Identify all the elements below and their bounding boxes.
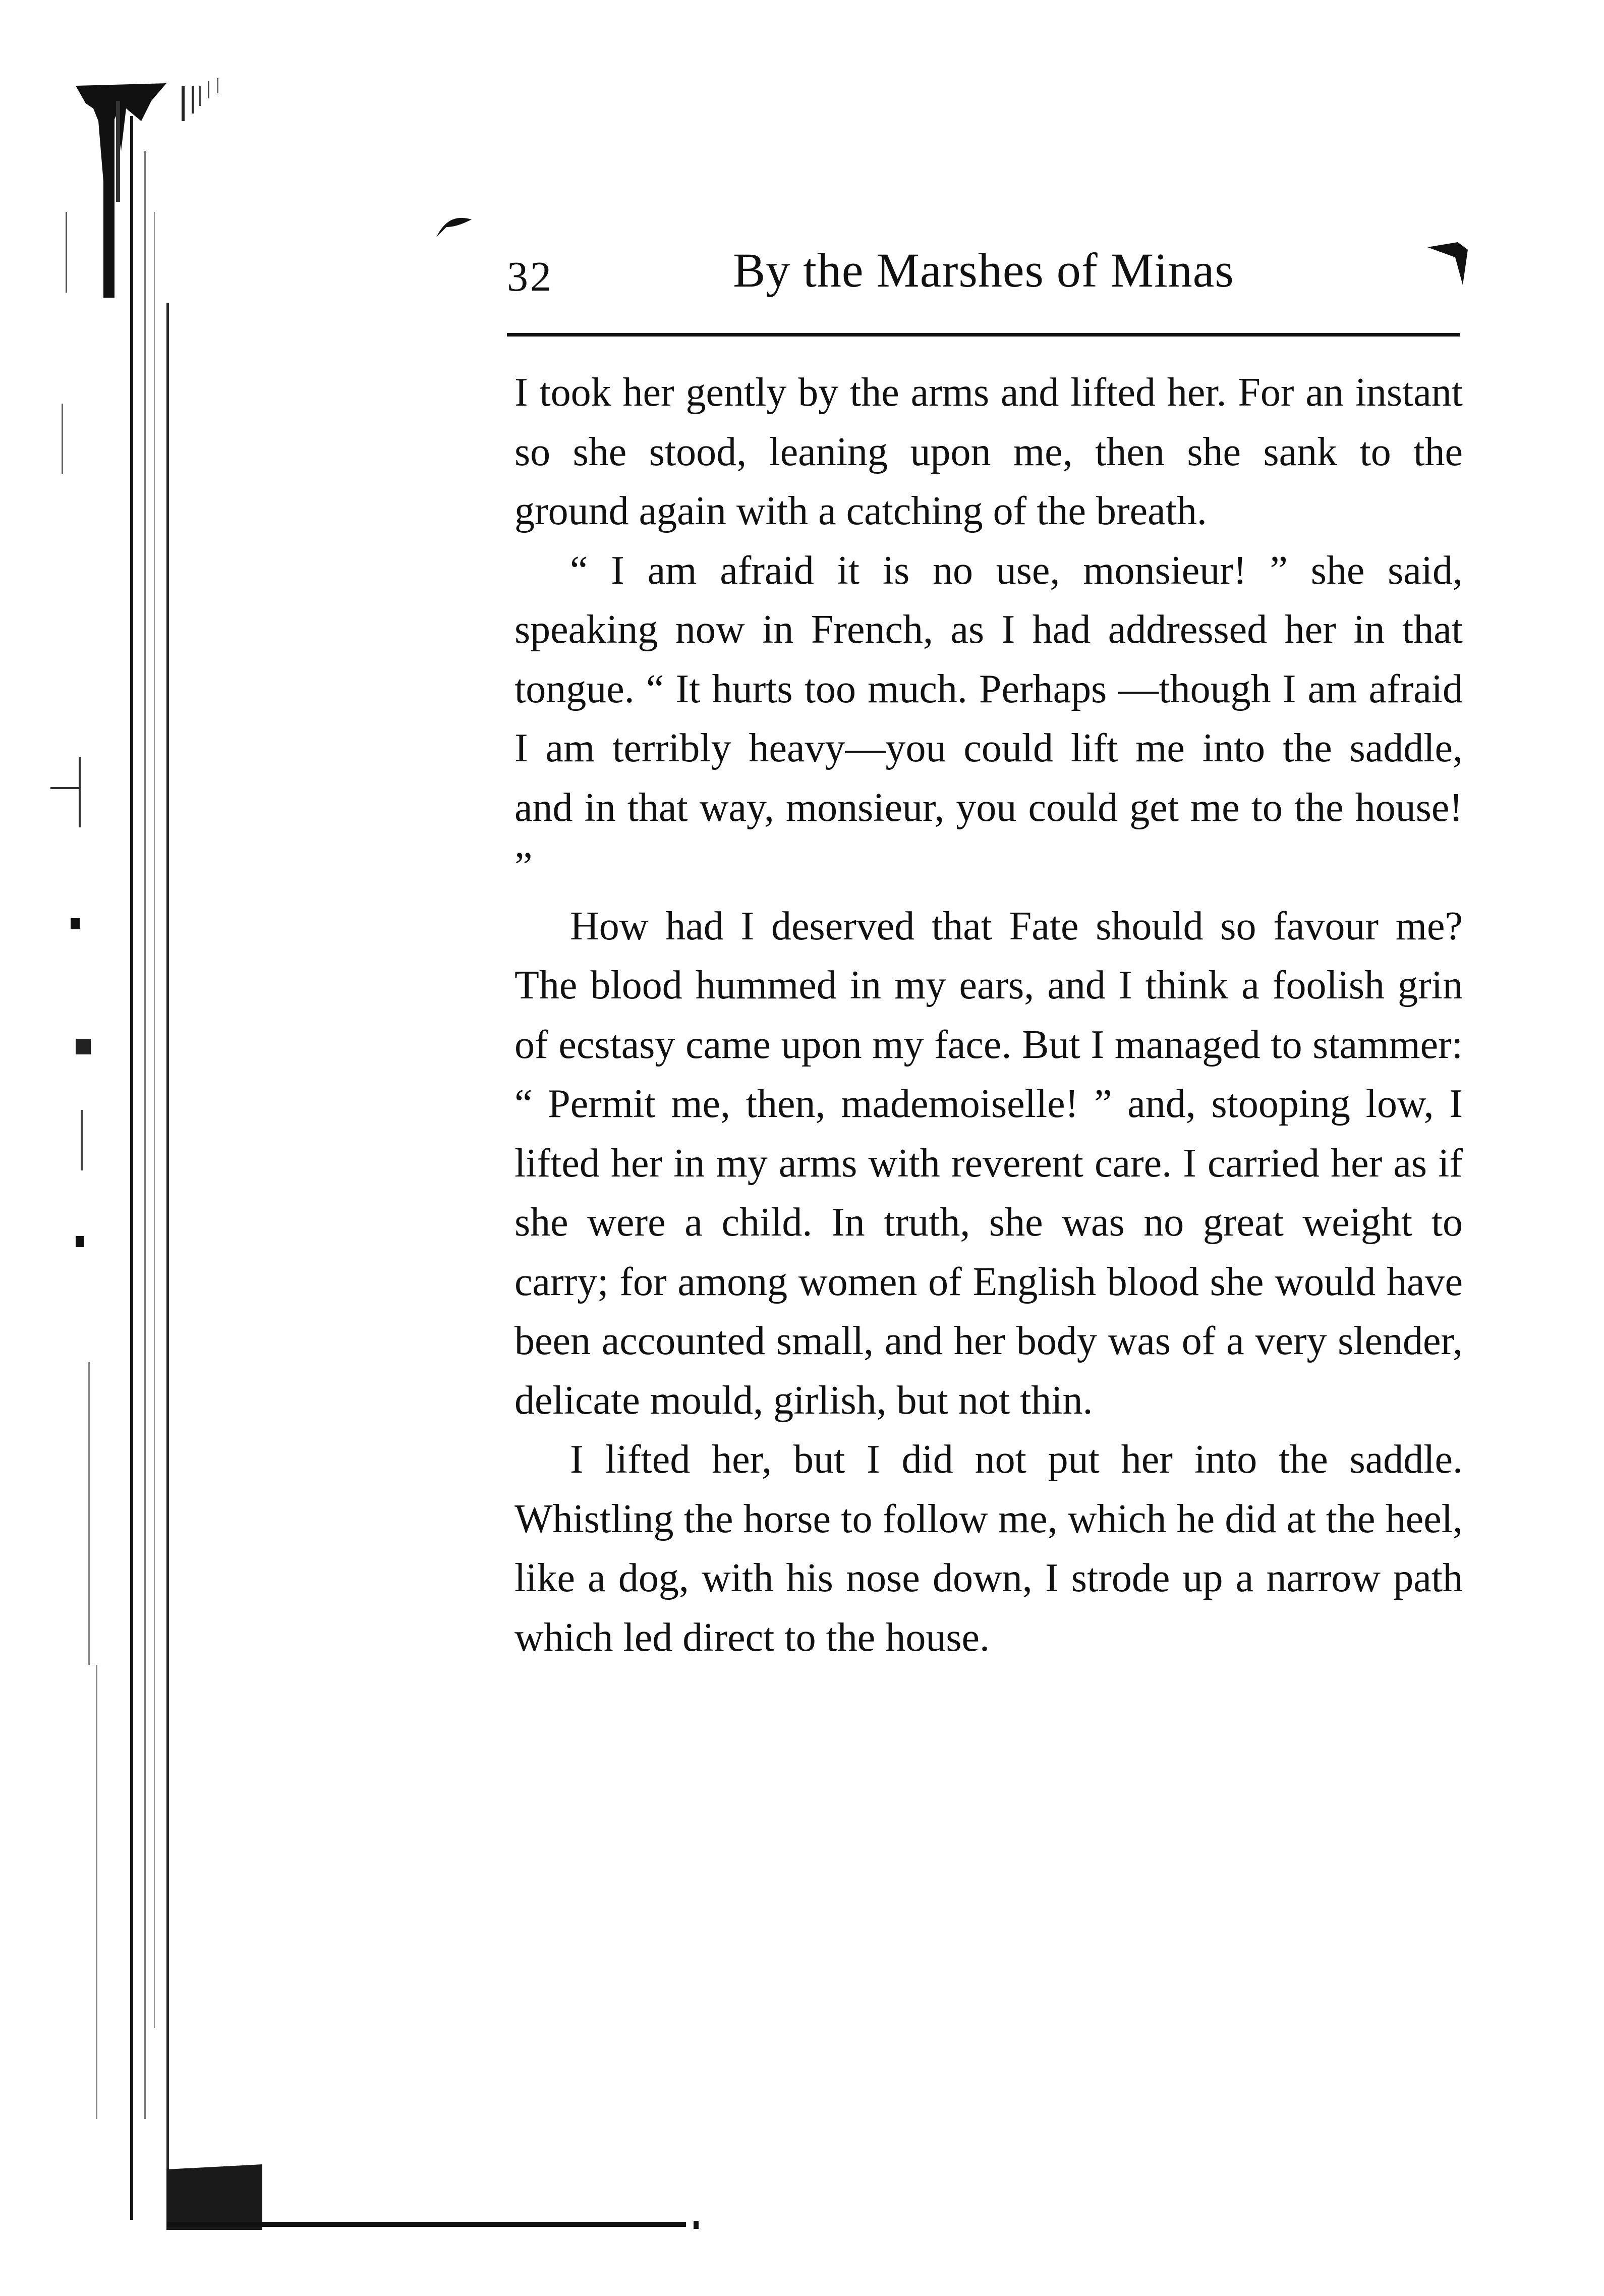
scan-mark-left — [434, 207, 474, 242]
bottom-scan-edge — [166, 2220, 701, 2230]
scanned-binding-edge — [0, 0, 303, 2296]
running-head — [507, 237, 1460, 313]
body-text — [514, 363, 1463, 1667]
header-rule — [507, 333, 1460, 337]
paragraph: I lifted her, but I did not put her into the saddle. Whistling the horse to follow me, which he did at the heel, like a dog, with his nose down, I strode up a narrow path which led direct to the house. — [514, 1437, 1463, 1660]
page-number: 32 — [507, 253, 553, 300]
running-title: By the Marshes of Minas — [733, 243, 1234, 297]
paragraph: “ I am afraid it is no use, monsieur! ” she said, speaking now in French, as I had addressed her in that tongue. “ It hurts too much. Perhaps —though I am afraid I am terribly heavy—you could lift me into the saddle, and in that way, monsieur, you could get me to the house! ” — [514, 548, 1463, 889]
paragraph: I took her gently by the arms and lifted her. For an instant so she stood, leaning upon me, then she sank to the ground again with a catching of the breath. — [514, 370, 1463, 533]
paragraph: How had I deserved that Fate should so favour me? The blood hummed in my ears, and I think a foolish grin of ecstasy came upon my face. But I managed to stammer: “ Permit me, then, mademoiselle! ” and, stooping low, I lifted her in my arms with reverent care. I carried her as if she were a child. In truth, she was no great weight to carry; for among women of English blood she would have been accounted small, and her body was of a very slender, delicate mould, girlish, but not thin. — [514, 904, 1463, 1423]
